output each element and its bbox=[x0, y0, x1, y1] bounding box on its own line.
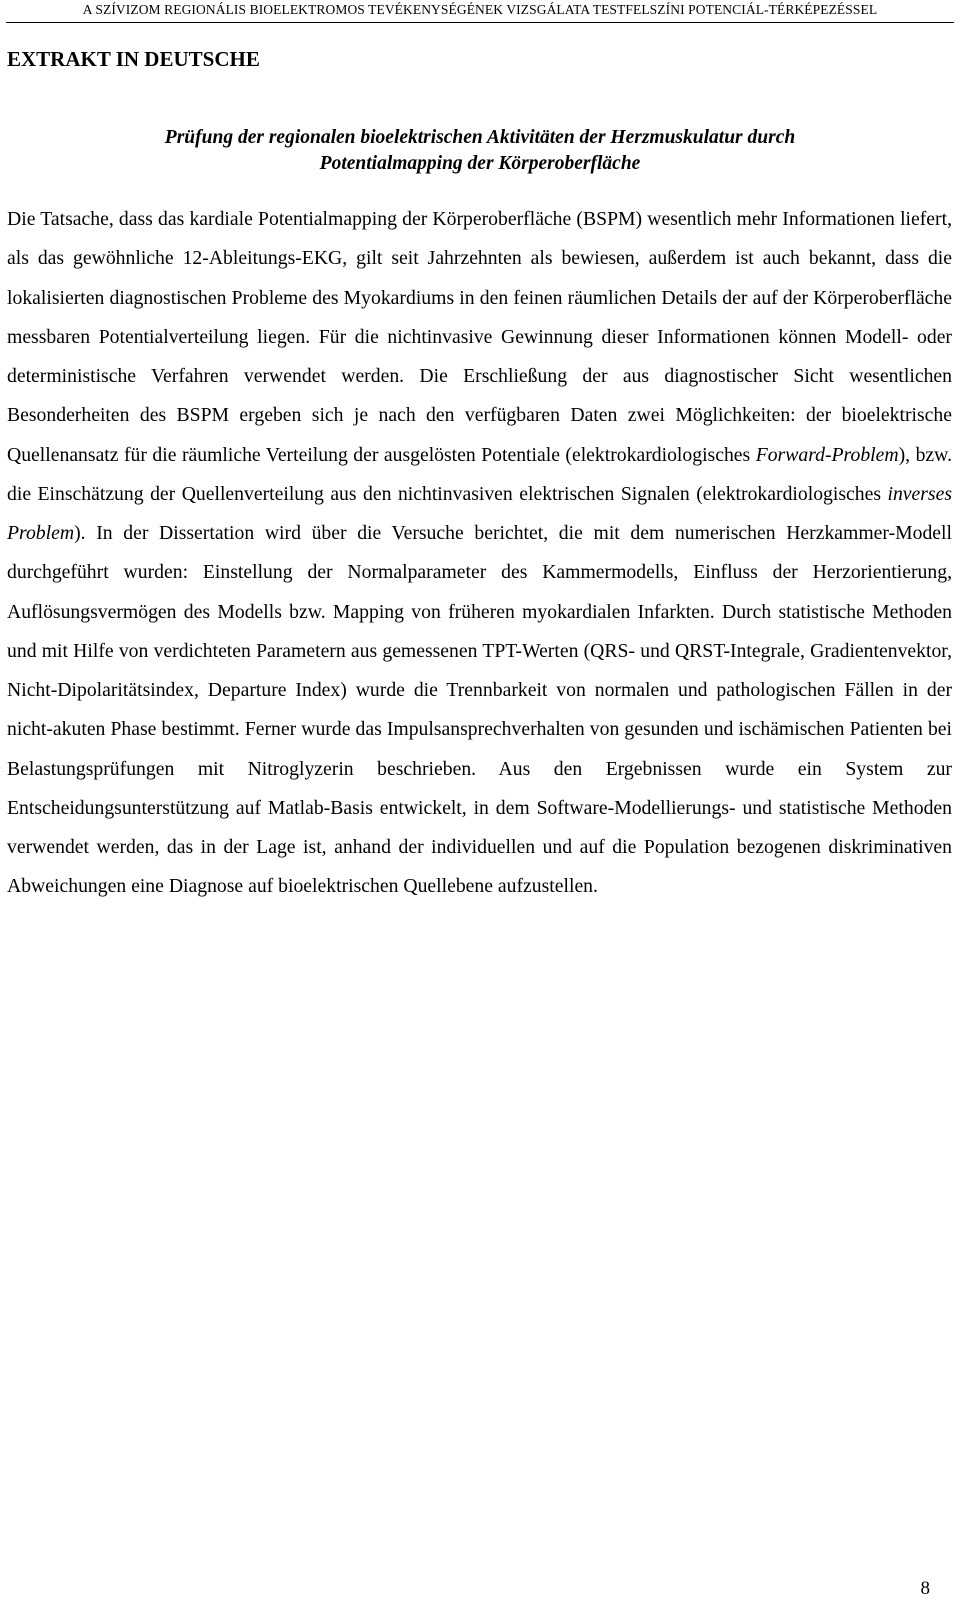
running-header: A SZÍVIZOM REGIONÁLIS BIOELEKTROMOS TEVÉKENYSÉGÉNEK VIZSGÁLATA TESTFELSZÍNI POTENCIÁL-TÉRKÉPEZÉSSEL bbox=[82, 2, 878, 17]
page-number: 8 bbox=[920, 1578, 930, 1599]
abstract-term-forward-problem: Forward-Problem bbox=[755, 443, 899, 466]
abstract-title-line-1: Prüfung der regionalen bioelektrischen Aktivitäten der Herzmuskulatur durch bbox=[164, 127, 796, 148]
header-rule bbox=[6, 22, 954, 23]
abstract-title bbox=[0, 125, 960, 177]
abstract-body bbox=[7, 200, 952, 907]
abstract-text-part-1: Die Tatsache, dass das kardiale Potentialmapping der Körperoberfläche (BSPM) wesentlich mehr Informationen liefert, als das gewöhnliche 12-Ableitungs-EKG, gilt seit Jahrzehnten als bewiesen, außerdem ist auch bekannt, dass die lokalisierten diagnostischen Probleme des Myokardiums in den feinen räumlichen Details der auf der Körperoberfläche messbaren Potentialverteilung liegen. Für die nichtinvasive Gewinnung dieser Informationen können Modell- oder deterministische Verfahren verwendet werden. Die Erschließung der aus diagnostischer Sicht wesentlichen Besonderheiten des BSPM ergeben sich je nach den verfügbaren Daten zwei Möglichkeiten: der bioelektrische Quellenansatz für die räumliche Verteilung der ausgelösten Potentiale (elektrokardiologisches bbox=[7, 208, 952, 466]
abstract-title-line-2: Potentialmapping der Körperoberfläche bbox=[319, 153, 641, 174]
abstract-text-part-3: ). In der Dissertation wird über die Versuche berichtet, die mit dem numerischen Herzkammer-Modell durchgeführt wurden: Einstellung der Normalparameter des Kammermodells, Einfluss der Herzorientierung, Auflösungsvermögen des Modells bzw. Mapping von früheren myokardialen Infarkten. Durch statistische Methoden und mit Hilfe von verdichteten Parametern aus gemessenen TPT-Werten (QRS- und QRST-Integrale, Gradientenvektor, Nicht-Dipolaritätsindex, Departure Index) wurde die Trennbarkeit von normalen und pathologischen Fällen in der nicht-akuten Phase bestimmt. Ferner wurde das Impulsansprechverhalten von gesunden und ischämischen Patienten bei Belastungsprüfungen mit Nitroglyzerin beschrieben. Aus den Ergebnissen wurde ein System zur Entscheidungsunterstützung auf Matlab-Basis entwickelt, in dem Software-Modellierungs- und statistische Methoden verwendet werden, das in der Lage ist, anhand der individuellen und auf die Population bezogenen diskriminativen Abweichungen eine Diagnose auf bioelektrischen Quellebene aufzustellen. bbox=[7, 522, 952, 898]
abstract-term-inverse-problem: inverses Problem bbox=[7, 482, 952, 544]
abstract-text-part-2: ), bzw. die Einschätzung der Quellenverteilung aus den nichtinvasiven elektrischen Signalen (elektrokardiologisches bbox=[7, 443, 953, 505]
section-heading: EXTRAKT IN DEUTSCHE bbox=[7, 47, 260, 71]
